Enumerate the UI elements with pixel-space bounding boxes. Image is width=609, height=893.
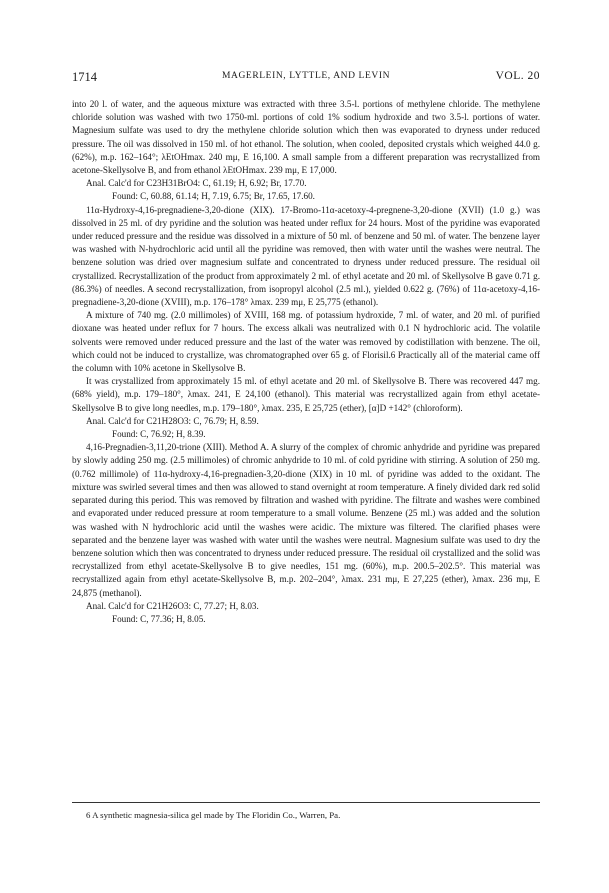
volume-label: VOL. 20: [495, 70, 540, 82]
footnote-divider: [72, 802, 540, 803]
analysis-calc: Anal. Calc'd for C23H31BrO4: C, 61.19; H, 6.92; Br, 17.70.: [86, 178, 307, 189]
analysis-found: Found: C, 77.36; H, 8.05.: [112, 613, 206, 624]
paragraph-crystallization: It was crystallized from approximately 15 ml. of ethyl acetate and 20 ml. of Skellysolve B. There was recovered 447 mg. (68% yield), m.p. 179–180°, λmax. 241, E 24,100 (ethanol). This material was recrystallized again from ethyl acetate-Skellysolve B to give long needles, m.p. 179–180°, λmax. 235, E 25,725 (ether), [α]D +142° (chloroform).: [72, 376, 540, 413]
paragraph-continuation: into 20 l. of water, and the aqueous mixture was extracted with three 3.5-l. portions of methylene chloride. The methylene chloride solution was washed with two 1750-ml. portions of cold 1% sodium hydroxide and two 3.5-l. portions of water. Magnesium sulfate was used to dry the methylene chloride solution which then was evaporated to dryness under reduced pressure. The oil was dissolved in 150 ml. of hot ethanol. The solution, when cooled, deposited crystals which weighed 44.0 g. (62%), m.p. 162–164°; λEtOHmax. 240 mμ, E 16,100. A small sample from a different preparation was recrystallized from acetone-Skellysolve B, and from ethanol λEtOHmax. 239 mμ, E 17,000.: [72, 99, 540, 176]
page-number: 1714: [72, 70, 97, 84]
paragraph-hydrolysis: A mixture of 740 mg. (2.0 millimoles) of XVIII, 168 mg. of potassium hydroxide, 7 ml. of water, and 20 ml. of purified dioxane was heated under reflux for 7 hours. The excess alkali was neutralized with 0.1 N hydrochloric acid. The volatile solvents were removed under reduced pressure and the last of the water was removed by codistillation with benzene. The oil, which could not be induced to crystallize, was chromatographed over 65 g. of Florisil.6 Practically all of the material came off the column with 10% acetone in Skellysolve B.: [72, 310, 540, 374]
article-body: [72, 98, 540, 626]
paragraph-xiii-method-a: 4,16-Pregnadien-3,11,20-trione (XIII). Method A. A slurry of the complex of chromic anhydride and pyridine was prepared by slowly adding 250 mg. (2.5 millimoles) of chromic anhydride to 10 ml. of cold pyridine with stirring. A solution of 250 mg. (0.762 millimole) of 11α-hydroxy-4,16-pregnadien-3,20-dione (XIX) in 10 ml. of pyridine was added to the oxidant. The mixture was swirled several times and then was allowed to stand overnight at room temperature. A finely divided dark red solid separated during this period. This was removed by filtration and washed with pyridine. The filtrate and washes were combined and evaporated under reduced pressure at room temperature to a small volume. Benzene (25 ml.) was added and the solution was washed with N hydrochloric acid until the washes were acidic. The mixture was filtered. The clarified phases were separated and the benzene layer was washed with water until the washes were neutral. Magnesium sulfate was used to dry the benzene solution which then was concentrated to dryness under reduced pressure. The residual oil crystallized and the solid was recrystallized from ethyl acetate-Skellysolve B to give needles, 151 mg. (60%), m.p. 200.5–202.5°. This material was recrystallized again from ethyl acetate-Skellysolve B, m.p. 202–204°, λmax. 231 mμ, E 27,225 (ether), λmax. 236 mμ, E 24,875 (methanol).: [72, 442, 540, 598]
analysis-calc: Anal. Calc'd for C21H26O3: C, 77.27; H, 8.03.: [86, 600, 259, 611]
page-header: [72, 70, 540, 86]
analysis-found: Found: C, 76.92; H, 8.39.: [112, 429, 206, 440]
paragraph-xix-preparation: 11α-Hydroxy-4,16-pregnadiene-3,20-dione (XIX). 17-Bromo-11α-acetoxy-4-pregnene-3,20-dione (XVII) (1.0 g.) was dissolved in 25 ml. of dry pyridine and the solution was heated under reflux for 24 hours. Most of the pyridine was evaporated under reduced pressure and the residue was dissolved in a mixture of 50 ml. of benzene and 50 ml. of water. The benzene layer was washed with N-hydrochloric acid until all the pyridine was removed, then with water until the washes were neutral. The benzene solution was dried over magnesium sulfate and concentrated to dryness under reduced pressure. The residual oil crystallized. Recrystallization of the product from approximately 2 ml. of ethyl acetate and 20 ml. of Skellysolve B gave 0.71 g. (86.3%) of needles. A second recrystallization, from isopropyl alcohol (2.5 ml.), yielded 0.622 g. (76%) of 11α-acetoxy-4,16-pregnadiene-3,20-dione (XVIII), m.p. 176–178° λmax. 239 mμ, E 25,775 (ethanol).: [72, 204, 540, 308]
footnote: 6 A synthetic magnesia-silica gel made by The Floridin Co., Warren, Pa.: [86, 810, 341, 820]
analysis-calc: Anal. Calc'd for C21H28O3: C, 76.79; H, 8.59.: [86, 415, 259, 426]
analysis-found: Found: C, 60.88, 61.14; H, 7.19, 6.75; Br, 17.65, 17.60.: [112, 191, 315, 202]
running-title: MAGERLEIN, LYTTLE, AND LEVIN: [221, 71, 391, 81]
